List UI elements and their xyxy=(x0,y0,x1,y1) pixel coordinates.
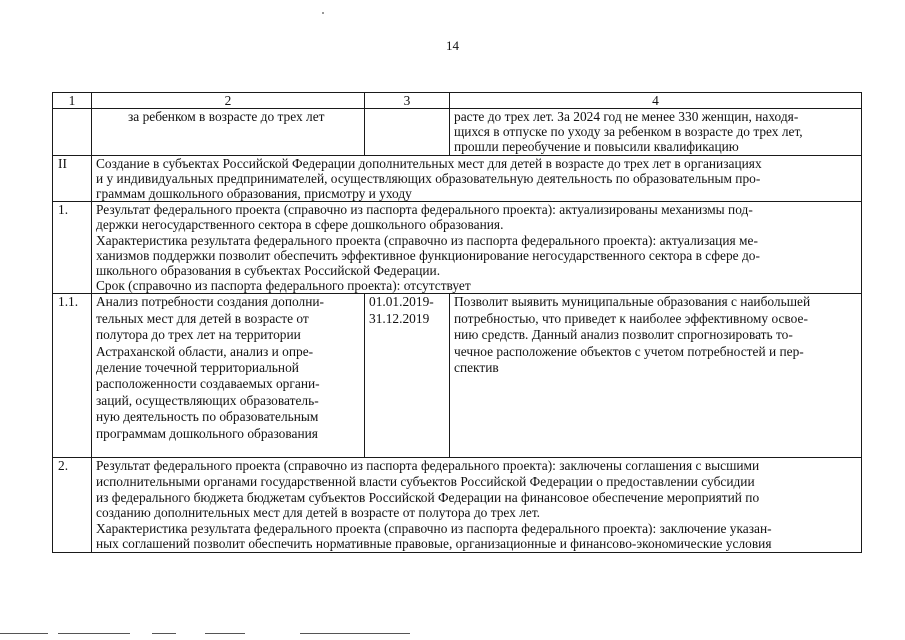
period-cell xyxy=(365,109,450,156)
table-row-item-1 xyxy=(53,202,862,294)
date-end: 31.12.2019 xyxy=(369,310,430,326)
text-line: ную деятельность по образовательным xyxy=(96,409,319,425)
text-line: Анализ потребности создания дополни- xyxy=(96,294,324,310)
text-line: из федерального бюджета бюджетам субъектов Российской Федерации на финансовое обеспечение мероприятий по xyxy=(96,489,760,505)
header-col-2: 2 xyxy=(92,93,365,109)
header-col-4: 4 xyxy=(450,93,862,109)
table-row-item-1-1 xyxy=(53,294,862,458)
text-line: держки негосударственного сектора в сфере дошкольного образования. xyxy=(96,217,504,233)
header-col-1: 1 xyxy=(53,93,92,109)
table-row-item-2 xyxy=(53,458,862,553)
result-cell xyxy=(450,294,862,458)
text-line: Позволит выявить муниципальные образования с наибольшей xyxy=(454,294,811,310)
text-line: ханизмов поддержки позволит обеспечить эффективное функционирование негосударственного сектора в сфере до- xyxy=(96,247,760,263)
period-cell xyxy=(365,294,450,458)
text-line: Создание в субъектах Российской Федерации дополнительных мест для детей в возрасте до трех лет в организациях xyxy=(96,155,762,171)
measure-cell xyxy=(92,294,365,458)
row-number-cell: 1.1. xyxy=(53,294,92,458)
text-line: потребностью, что приведет к наиболее эффективному освое- xyxy=(454,310,808,326)
text-line: Результат федерального проекта (справочно из паспорта федерального проекта): актуализированы механизмы под- xyxy=(96,202,753,218)
table-header-row xyxy=(53,93,862,109)
text-line: граммам дошкольного образования, присмотру и уходу xyxy=(96,186,412,202)
text-line: ных соглашений позволит обеспечить нормативные правовые, организационные и финансово-экономические условия xyxy=(96,536,772,552)
result-cell xyxy=(450,109,862,156)
text-line: деление точечной территориальной xyxy=(96,360,299,376)
text-line: созданию дополнительных мест для детей в возрасте от полутора до трех лет. xyxy=(96,505,541,521)
text-line: нию средств. Данный анализ позволит спрогнозировать то- xyxy=(454,327,793,343)
text-line: чечное расположение объектов с учетом потребностей и пер- xyxy=(454,343,804,359)
text-line: Астраханской области, анализ и опре- xyxy=(96,343,314,359)
text-line: прошли переобучение и повысили квалификацию xyxy=(454,139,739,155)
text-line: программам дошкольного образования xyxy=(96,425,318,441)
text-line: Характеристика результата федерального проекта (справочно из паспорта федерального проекта): заключение указан- xyxy=(96,520,772,536)
row-number-cell xyxy=(53,109,92,156)
text-line: и у индивидуальных предпринимателей, осуществляющих образовательную деятельность по образовательным про- xyxy=(96,170,761,186)
text-line: расте до трех лет. За 2024 год не менее 330 женщин, находя- xyxy=(454,109,799,124)
document-table xyxy=(52,92,862,553)
text-line: школьного образования в субъектах Российской Федерации. xyxy=(96,263,441,279)
text-line: заций, осуществляющих образователь- xyxy=(96,392,319,408)
header-col-3: 3 xyxy=(365,93,450,109)
scan-speck xyxy=(322,12,324,14)
page-number: 14 xyxy=(446,38,459,53)
row-number-cell: 2. xyxy=(53,458,92,553)
table-row-continuation xyxy=(53,109,862,156)
scan-edge-marks xyxy=(0,633,905,635)
row-number-cell: II xyxy=(53,155,92,202)
result-description-cell xyxy=(92,458,862,553)
text-line: полутора до трех лет на территории xyxy=(96,327,301,343)
text-line: Характеристика результата федерального проекта (справочно из паспорта федерального проекта): актуализация ме- xyxy=(96,232,758,248)
text-line: спектив xyxy=(454,360,499,376)
date-start: 01.01.2019- xyxy=(369,294,434,310)
text-line: Результат федерального проекта (справочно из паспорта федерального проекта): заключены соглашения с высшими xyxy=(96,458,760,474)
text-line: тельных мест для детей в возрасте от xyxy=(96,310,309,326)
table-row-section-ii xyxy=(53,155,862,202)
row-number-cell: 1. xyxy=(53,202,92,294)
text-line: Срок (справочно из паспорта федерального проекта): отсутствует xyxy=(96,278,471,294)
section-title-cell xyxy=(92,155,862,202)
result-description-cell xyxy=(92,202,862,294)
text-line: расположенности создаваемых органи- xyxy=(96,376,320,392)
measure-cell: за ребенком в возрасте до трех лет xyxy=(92,109,365,156)
text-line: щихся в отпуске по уходу за ребенком в возрасте до трех лет, xyxy=(454,124,803,140)
text-line: исполнительными органами государственной власти субъектов Российской Федерации о предоставлении субсидии xyxy=(96,474,755,490)
